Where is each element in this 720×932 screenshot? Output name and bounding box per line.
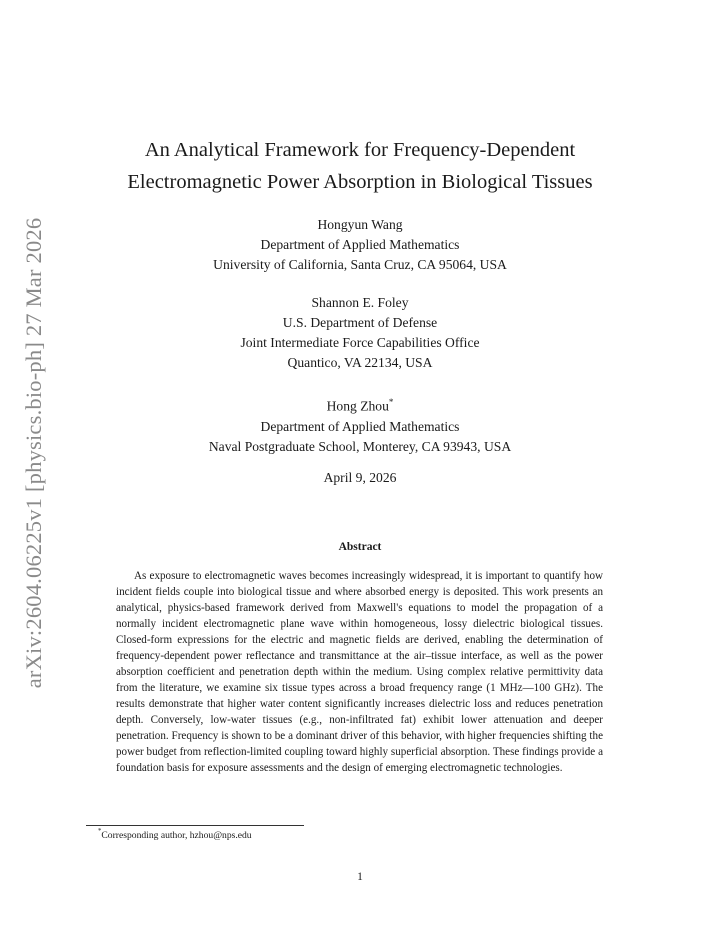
author-name-row bbox=[0, 392, 720, 417]
footnote-text: Corresponding author, hzhou@nps.edu bbox=[101, 830, 252, 842]
footnote-marker: * bbox=[98, 828, 102, 835]
author-affiliation-line: Joint Intermediate Force Capabilities Office bbox=[240, 335, 480, 350]
arxiv-identifier-stamp: arXiv:2604.06225v1 [physics.bio-ph] 27 Mar 2026 bbox=[21, 217, 46, 689]
title-line-2: Electromagnetic Power Absorption in Biological Tissues bbox=[127, 171, 593, 193]
author-affiliation-line: Department of Applied Mathematics bbox=[260, 237, 460, 252]
abstract-heading: Abstract bbox=[338, 541, 382, 553]
author-name: Shannon E. Foley bbox=[311, 295, 409, 310]
author-block-2 bbox=[0, 293, 720, 373]
paper-title bbox=[0, 134, 720, 198]
author-affiliation-line: University of California, Santa Cruz, CA 95064, USA bbox=[213, 257, 507, 272]
abstract-text: As exposure to electromagnetic waves becomes increasingly widespread, it is important to quantify how incident fields couple into biological tissue and where absorbed energy is deposited. This work presents an analytical, physics-based framework derived from Maxwell's equations to model the propagation of a normally incident electromagnetic plane wave within homogeneous, lossy dielectric biological tissues. Closed-form expressions for the electric and magnetic fields are derived, enabling the determination of frequency-dependent power reflectance and transmittance at the air–tissue interface, as well as the power absorption coefficient and penetration depth within the medium. Using complex relative permittivity data from the literature, we examine six tissue types across a broad frequency range (1 MHz—100 GHz). The results demonstrate that higher water content significantly increases dielectric loss and reduces penetration depth. Conversely, low-water tissues (e.g., non-infiltrated fat) exhibit lower attenuation and deeper penetration. Frequency is shown to be a dominant driver of this behavior, with higher frequencies shifting the power budget from reflection-limited coupling toward highly superficial absorption. These findings provide a foundation basis for exposure assessments and the design of emerging electromagnetic technologies. bbox=[116, 570, 603, 774]
author-affiliation-line: Quantico, VA 22134, USA bbox=[287, 355, 433, 370]
corresponding-author-marker: * bbox=[388, 397, 394, 407]
author-block-1 bbox=[0, 215, 720, 275]
author-affiliation-line: Naval Postgraduate School, Monterey, CA 93943, USA bbox=[208, 438, 512, 454]
author-affiliation-line: U.S. Department of Defense bbox=[282, 315, 438, 330]
footnote bbox=[98, 827, 252, 842]
publication-date: April 9, 2026 bbox=[323, 470, 397, 485]
title-line-1: An Analytical Framework for Frequency-Dependent bbox=[144, 139, 576, 161]
footnote-divider bbox=[86, 825, 304, 826]
author-name: Hongyun Wang bbox=[317, 217, 403, 232]
author-block-3 bbox=[0, 392, 720, 457]
author-affiliation-line: Department of Applied Mathematics bbox=[260, 418, 460, 434]
page-number: 1 bbox=[357, 871, 363, 883]
author-name: Hong Zhou bbox=[326, 398, 389, 414]
